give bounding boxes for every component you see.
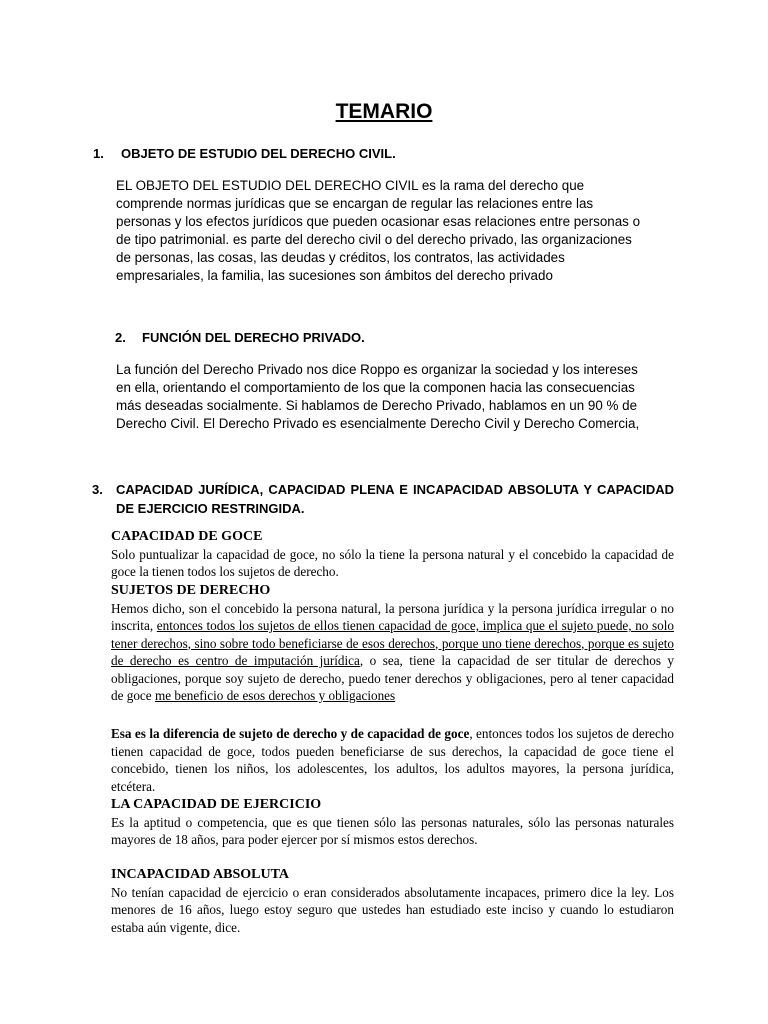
diferencia-bold-text: Esa es la diferencia de sujeto de derecho y de capacidad de goce	[111, 726, 470, 741]
paragraph-line: personas y los efectos jurídicos que pueden ocasionar esas relaciones entre personas o	[116, 214, 641, 229]
sujetos-text-part-1: Hemos dicho, son el concebido la persona natural, la persona jurídica y la persona jurídica irregular o no inscrita,	[111, 600, 674, 633]
subheading-sujetos-derecho: SUJETOS DE DERECHO	[111, 583, 271, 598]
capacidad-goce-text: Solo puntualizar la capacidad de goce, no sólo la tiene la persona natural y el concebido la capacidad de goce la tienen todos los sujetos de derecho.	[111, 546, 674, 579]
section-3-number: 3.	[92, 482, 103, 497]
section-2-number: 2.	[115, 330, 126, 345]
paragraph-line: comprende normas jurídicas que se encargan de regular las relaciones entre las	[116, 196, 594, 211]
paragraph-line: de personas, las cosas, las deudas y créditos, los contratos, las actividades	[116, 250, 565, 265]
paragraph-line: EL OBJETO DEL ESTUDIO DEL DERECHO CIVIL es la rama del derecho que	[116, 178, 585, 193]
sujetos-text-underlined-2: me beneficio de esos derechos y obligaciones	[154, 688, 396, 703]
section-2-paragraph	[116, 361, 676, 433]
sujetos-text-part-2: , o sea, tiene la capacidad de ser titular de derechos y obligaciones, porque soy sujeto de derecho, puedo tener derechos y obligaciones, pero al tener capacidad de goce	[111, 653, 675, 703]
capacidad-ejercicio-text: Es la aptitud o competencia, que es que tienen sólo las personas naturales, sólo las personas naturales mayores de 18 años, para poder ejercer por sí mismos estos derechos.	[111, 814, 674, 847]
paragraph-line: de tipo patrimonial. es parte del derecho civil o del derecho privado, las organizaciones	[116, 232, 632, 247]
subheading-capacidad-goce: CAPACIDAD DE GOCE	[111, 529, 263, 544]
capacidad-ejercicio-block	[111, 796, 674, 849]
sujetos-derecho-block	[111, 582, 674, 705]
section-3-title: CAPACIDAD JURÍDICA, CAPACIDAD PLENA E INCAPACIDAD ABSOLUTA Y CAPACIDAD DE EJERCICIO RESTRINGIDA.	[116, 482, 674, 516]
subheading-capacidad-ejercicio: LA CAPACIDAD DE EJERCICIO	[111, 797, 322, 812]
capacidad-goce-block	[111, 528, 674, 581]
sujetos-text-underlined-1: entonces todos los sujetos de ellos tienen capacidad de goce, implica que el sujeto puede, no solo tener derechos, sino sobre todo beneficiarse de esos derechos, porque uno tiene derechos, porque es sujeto de derecho es centro de imputación jurídica	[111, 618, 674, 668]
paragraph-line: La función del Derecho Privado nos dice Roppo es organizar la sociedad y los intereses	[116, 362, 638, 377]
section-1-title: OBJETO DE ESTUDIO DEL DERECHO CIVIL.	[121, 146, 396, 161]
section-1-number: 1.	[93, 146, 104, 161]
paragraph-line: más deseadas socialmente. Si hablamos de Derecho Privado, hablamos en un 90 % de	[116, 398, 638, 413]
diferencia-text: , entonces todos los sujetos de derecho tienen capacidad de goce, todos pueden beneficiarse de sus derechos, la capacidad de goce tiene el concebido, tienen los niños, los adolescentes, los adultos, los adultos mayores, la persona jurídica, etcétera.	[111, 726, 674, 794]
section-1-paragraph	[116, 177, 676, 285]
incapacidad-absoluta-text: No tenían capacidad de ejercicio o eran considerados absolutamente incapaces, primero dice la ley. Los menores de 16 años, luego estoy seguro que ustedes han estudiado este inciso y cuando lo estudiaron estaba aún vigente, dice.	[111, 884, 674, 935]
paragraph-line: en ella, orientando el comportamiento de los que la componen hacia las consecuencias	[116, 380, 635, 395]
incapacidad-absoluta-block	[111, 866, 674, 936]
subheading-incapacidad-absoluta: INCAPACIDAD ABSOLUTA	[111, 867, 290, 882]
section-1-heading	[93, 145, 653, 163]
diferencia-block	[111, 725, 674, 795]
paragraph-line: empresariales, la familia, las sucesiones son ámbitos del derecho privado	[116, 268, 553, 283]
section-2-heading	[115, 329, 655, 347]
page-title: TEMARIO	[335, 100, 433, 123]
paragraph-line: Derecho Civil. El Derecho Privado es esencialmente Derecho Civil y Derecho Comercia,	[116, 416, 640, 431]
section-2-title: FUNCIÓN DEL DERECHO PRIVADO.	[142, 330, 365, 345]
